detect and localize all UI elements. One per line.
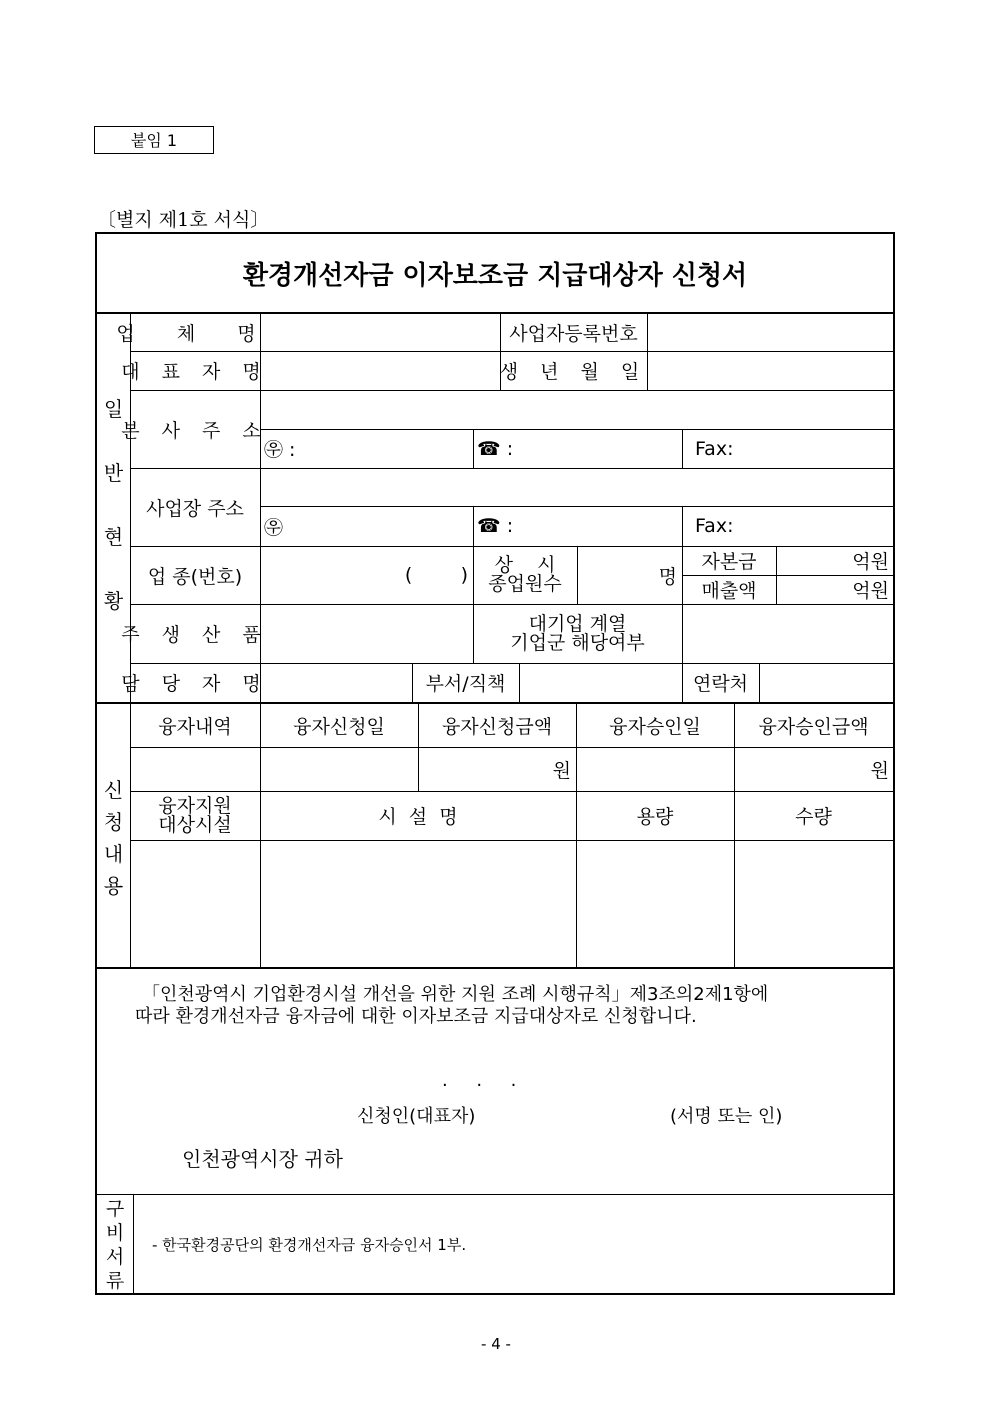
application-section-label: 신 청 내 용 [103,778,124,898]
site-fax: Fax: [695,515,734,537]
general-section-label: 일 반 현 황 [103,397,124,613]
application-date: . . . [442,1070,517,1091]
signature-label: (서명 또는 인) [670,1106,783,1127]
form-label: 〔별지 제1호 서식〕 [97,209,270,231]
hq-phone: ☎ : [477,437,514,460]
contact-label: 연락처 [692,673,749,695]
capital-label: 자본금 [701,551,757,573]
header-apply-amount: 융자신청금액 [441,715,553,738]
employees-label: 상 시 종업원수 [488,554,562,595]
attachment-tag: 붙임 1 [94,126,214,154]
site-address-label: 사업장 주소 [146,497,244,520]
products-label: 주 생 산 품 [121,624,269,646]
group-label: 대기업 계열 기업군 해당여부 [510,612,645,654]
quantity-header: 수량 [795,806,832,828]
page-number: - 4 - [481,1335,511,1353]
facility-name-header: 시 설 명 [378,806,458,828]
employees-unit: 명 [658,565,677,588]
header-apply-date: 융자신청일 [293,715,385,738]
recipient: 인천광역시장 귀하 [182,1147,343,1171]
sales-label: 매출액 [701,580,757,602]
industry-label: 업 종(번호) [147,565,243,588]
approve-amount-unit: 원 [870,759,889,782]
form-title: 환경개선자금 이자보조금 지급대상자 신청서 [242,260,748,291]
company-name-label: 업 체 명 [116,322,274,345]
hq-address-label: 본 사 주 소 [121,419,269,442]
applicant-label: 신청인(대표자) [357,1106,476,1127]
site-postal: ㉾ [264,516,284,539]
site-phone: ☎ : [477,515,514,537]
apply-amount-unit: 원 [552,759,571,782]
documents-item: - 한국환경공단의 환경개선자금 융자승인서 1부. [152,1236,467,1254]
declaration-line1: 「인천광역시 기업환경시설 개선을 위한 지원 조례 시행규칙」제3조의2제1항에 [142,984,769,1005]
manager-label: 담 당 자 명 [121,673,269,695]
hq-fax: Fax: [695,437,734,460]
biz-reg-no-label: 사업자등록번호 [509,322,638,345]
header-loan-detail: 융자내역 [158,715,232,738]
header-approve-date: 융자승인일 [609,715,701,738]
capacity-header: 용량 [636,806,674,828]
dept-label: 부서/직책 [425,673,506,695]
capital-unit: 억원 [852,551,889,573]
documents-label: 구 비 서 류 [105,1198,125,1292]
birth-date-label: 생 년 월 일 [499,361,648,383]
ceo-name-label: 대 표 자 명 [121,361,269,383]
hq-postal: ㉾ : [264,439,296,461]
sales-unit: 억원 [852,580,889,602]
industry-code: ( ) [404,564,468,586]
application-form [95,232,895,1295]
declaration-line2: 따라 환경개선자금 융자금에 대한 이자보조금 지급대상자로 신청합니다. [135,1006,697,1027]
facility-target-label: 융자지원 대상시설 [158,794,232,836]
header-approve-amount: 융자승인금액 [758,715,869,738]
